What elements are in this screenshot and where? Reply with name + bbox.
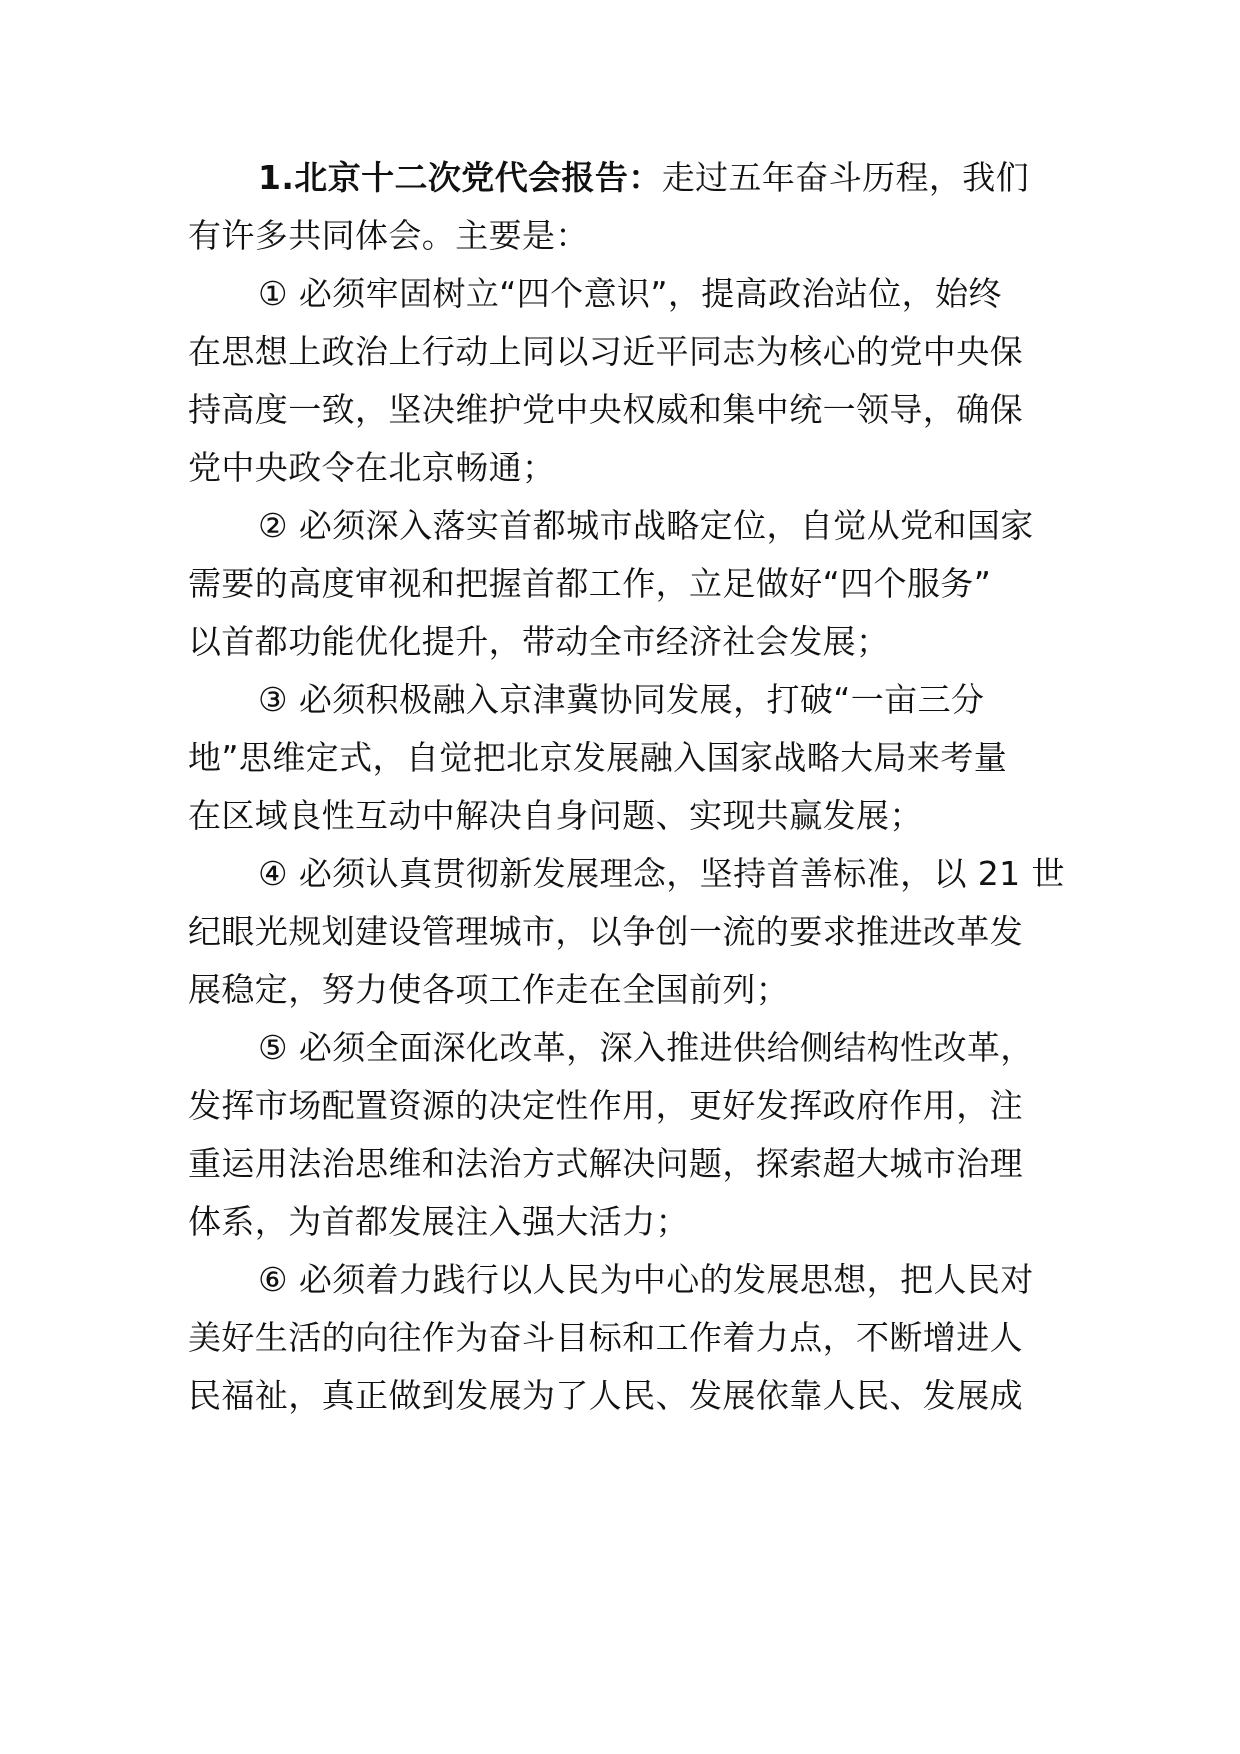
item-2-line-2: 需要的高度审视和把握首都工作，立足做好“四个服务” [188,564,992,603]
item-6-line-2: 美好生活的向往作为奋斗目标和工作着力点，不断增进人 [188,1318,1023,1357]
heading-line-1 [258,156,1058,200]
heading-line-2: 有许多共同体会。主要是： [188,216,589,255]
item-4-line-2: 纪眼光规划建设管理城市，以争创一流的要求推进改革发 [188,912,1023,951]
item-3-line-1: ③ 必须积极融入京津冀协同发展，打破“一亩三分 [258,680,985,719]
item-2-line-3: 以首都功能优化提升，带动全市经济社会发展； [188,622,890,661]
item-1-line-4: 党中央政令在北京畅通； [188,448,556,487]
item-1-line-3: 持高度一致，坚决维护党中央权威和集中统一领导，确保 [188,390,1023,429]
heading-line-1-text: 走过五年奋斗历程，我们 [661,158,1030,197]
item-1-line-1: ① 必须牢固树立“四个意识”，提高政治站位，始终 [258,274,1002,313]
item-5-line-2: 发挥市场配置资源的决定性作用，更好发挥政府作用，注 [188,1086,1023,1125]
item-2-line-1: ② 必须深入落实首都城市战略定位，自觉从党和国家 [258,506,1034,545]
item-3-line-3: 在区域良性互动中解决自身问题、实现共赢发展； [188,796,923,835]
item-5-line-1: ⑤ 必须全面深化改革，深入推进供给侧结构性改革， [258,1028,1034,1067]
item-6-line-3: 民福祉，真正做到发展为了人民、发展依靠人民、发展成 [188,1376,1023,1415]
item-4-line-3: 展稳定，努力使各项工作走在全国前列； [188,970,790,1009]
item-1-line-2: 在思想上政治上行动上同以习近平同志为核心的党中央保 [188,332,1023,371]
item-5-line-4: 体系，为首都发展注入强大活力； [188,1202,689,1241]
item-6-line-1: ⑥ 必须着力践行以人民为中心的发展思想，把人民对 [258,1260,1034,1299]
item-5-line-3: 重运用法治思维和法治方式解决问题，探索超大城市治理 [188,1144,1023,1183]
heading-bold-label: 1.北京十二次党代会报告： [258,158,662,197]
item-3-line-2: 地”思维定式，自觉把北京发展融入国家战略大局来考量 [188,738,1008,777]
item-4-line-1: ④ 必须认真贯彻新发展理念，坚持首善标准，以 21 世 [258,854,1065,893]
